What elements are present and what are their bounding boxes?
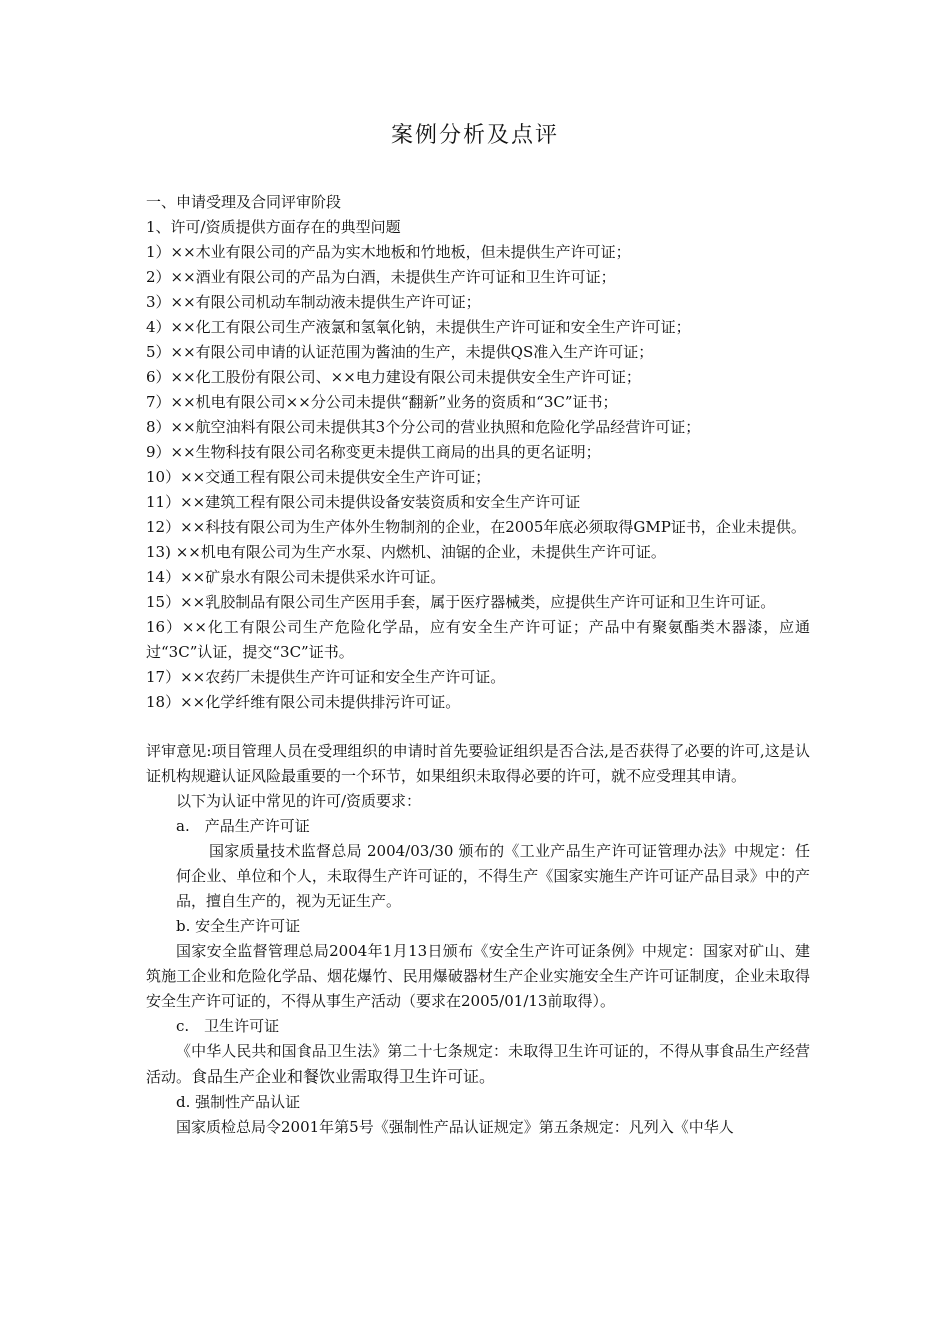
list-item: 11）××建筑工程有限公司未提供设备安装资质和安全生产许可证 [146,493,581,511]
list-item: 3）××有限公司机动车制动液未提供生产许可证； [146,293,481,311]
list-item: 5）××有限公司申请的认证范围为酱油的生产，未提供QS准入生产许可证； [146,343,654,361]
list-item: 2）××酒业有限公司的产品为白酒，未提供生产许可证和卫生许可证； [146,268,616,286]
page-title: 案例分析及点评 [390,123,559,148]
list-item: 10）××交通工程有限公司未提供安全生产许可证； [146,468,491,486]
requirement-c-text [146,1039,810,1090]
requirement-b-text: 国家安全监督管理总局2004年1月13日颁布《安全生产许可证条例》中规定：国家对矿山、建筑施工企业和危险化学品、烟花爆竹、民用爆破器材生产企业实施安全生产许可证制度，企业未取得安全生产许可证的，不得从事生产活动（要求在2005/01/13前取得）。 [146,942,810,1010]
requirement-c-text-part1: 《中华人民共和国食品卫生法》第二十七条规定：未取得卫生许可证的，不得从事食品生产经营活动。 [146,1042,810,1086]
list-item: 16）××化工有限公司生产危险化学品，应有安全生产许可证；产品中有聚氨酯类木器漆，应通过“3C”认证，提交“3C”证书。 [146,618,810,661]
requirement-c-title: c. 卫生许可证 [176,1017,280,1035]
list-item: 4）××化工有限公司生产液氯和氢氧化钠，未提供生产许可证和安全生产许可证； [146,318,691,336]
list-item: 7）××机电有限公司××分公司未提供“翻新”业务的资质和“3C”证书； [146,393,618,411]
list-item: 15）××乳胶制品有限公司生产医用手套，属于医疗器械类，应提供生产许可证和卫生许可证。 [146,593,776,611]
paragraph-spacer [146,715,810,739]
list-item: 17）××农药厂未提供生产许可证和安全生产许可证。 [146,668,506,686]
list-item: 14）××矿泉水有限公司未提供采水许可证。 [146,568,446,586]
requirement-c-text-part2: 食品生产企业和餐饮业需取得卫生许可证。 [191,1067,496,1086]
requirement-a-text: 国家质量技术监督总局 2004/03/30 颁布的《工业产品生产许可证管理办法》中规定：任何企业、单位和个人，未取得生产许可证的，不得生产《国家实施生产许可证产品目录》中的产品，擅自生产的，视为无证生产。 [176,842,810,910]
requirement-a-title: a. 产品生产许可证 [176,817,310,835]
subsection-heading: 1、许可/资质提供方面存在的典型问题 [146,218,401,236]
requirement-b-title: b. 安全生产许可证 [176,917,301,935]
list-item: 8）××航空油料有限公司未提供其3个分公司的营业执照和危险化学品经营许可证； [146,418,701,436]
requirements-intro: 以下为认证中常见的许可/资质要求： [176,792,422,810]
document-body [146,190,810,1140]
review-opinion: 评审意见:项目管理人员在受理组织的申请时首先要验证组织是否合法,是否获得了必要的许可,这是认证机构规避认证风险最重要的一个环节，如果组织未取得必要的许可，就不应受理其申请。 [146,742,810,785]
list-item: 12）××科技有限公司为生产体外生物制剂的企业，在2005年底必须取得GMP证书，企业未提供。 [146,518,806,536]
list-item: 13) ××机电有限公司为生产水泵、内燃机、油锯的企业，未提供生产许可证。 [146,543,666,561]
requirement-d-title: d. 强制性产品认证 [176,1093,301,1111]
section-heading: 一、申请受理及合同评审阶段 [146,193,342,211]
list-item: 18）××化学纤维有限公司未提供排污许可证。 [146,693,461,711]
issue-list [146,240,810,715]
list-item: 9）××生物科技有限公司名称变更未提供工商局的出具的更名证明； [146,443,601,461]
requirement-d-text: 国家质检总局令2001年第5号《强制性产品认证规定》第五条规定：凡列入《中华人 [176,1118,734,1136]
list-item: 6）××化工股份有限公司、××电力建设有限公司未提供安全生产许可证； [146,368,641,386]
list-item: 1）××木业有限公司的产品为实木地板和竹地板，但未提供生产许可证； [146,243,631,261]
